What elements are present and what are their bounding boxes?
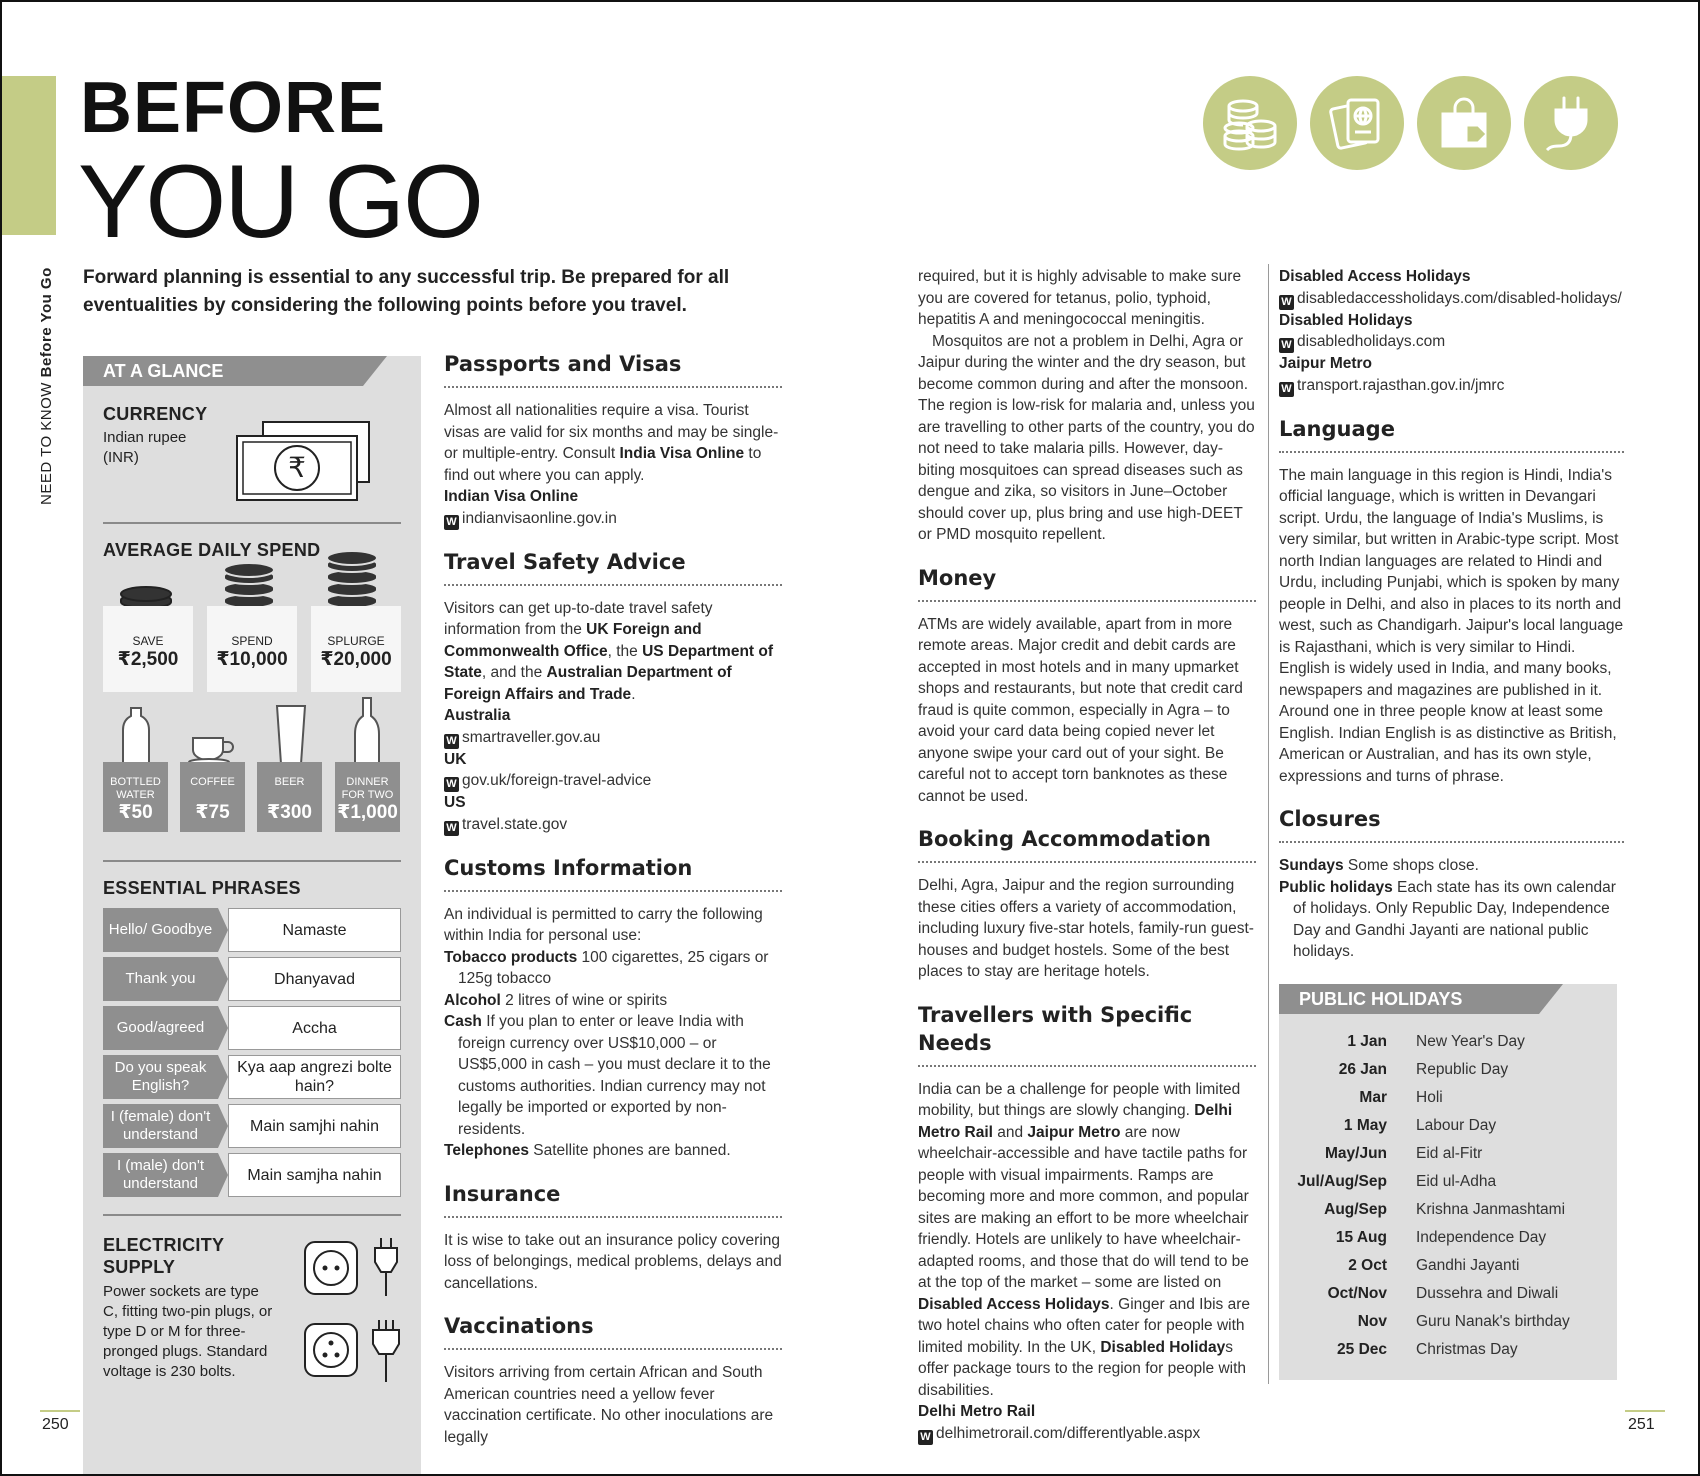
page-title-line2: YOU GO xyxy=(78,144,483,260)
money-heading: Money xyxy=(918,564,1256,602)
needs-links-continued xyxy=(1279,266,1624,397)
passports-heading: Passports and Visas xyxy=(444,350,782,388)
customs-item-value: If you plan to enter or leave India with foreign currency over US$10,000 – or US$5,000 in cash – you must declare it to the customs authorities. Indian currency may not legally be imported or exported by non-residents. xyxy=(458,1013,771,1138)
header-icons xyxy=(1203,76,1618,170)
page-number-rule-right xyxy=(1625,1410,1665,1412)
banknote-icon xyxy=(233,420,373,504)
visa-org: Indian Visa Online xyxy=(444,488,579,505)
holiday-date: Aug/Sep xyxy=(1324,1201,1387,1218)
holiday-row xyxy=(1279,1168,1617,1196)
needs-link-org: Delhi Metro Rail xyxy=(918,1403,1036,1420)
passports-text-bold: India Visa Online xyxy=(619,445,745,462)
holiday-name: Guru Nanak's birthday xyxy=(1416,1313,1570,1330)
holiday-name: Republic Day xyxy=(1416,1061,1509,1078)
safety-link[interactable]: travel.state.gov xyxy=(462,815,568,833)
safety-section xyxy=(444,548,782,836)
holiday-row xyxy=(1279,1084,1617,1112)
holiday-name: Independence Day xyxy=(1416,1229,1547,1246)
safety-text-c: , and the xyxy=(481,664,547,681)
closures-item-value: Some shops close. xyxy=(1343,857,1479,874)
phrase-english: Do you speak English? xyxy=(103,1055,218,1099)
holiday-name: Eid ul-Adha xyxy=(1416,1173,1497,1190)
vaccinations-text-continued: required, but it is highly advisable to make sure you are covered for tetanus, polio, typhoid, hepatitis A and meningococcal meningitis. xyxy=(918,268,1242,328)
page-title-line1: BEFORE xyxy=(80,68,387,148)
phrase-english: Thank you xyxy=(103,957,218,1001)
side-tab-prefix: NEED TO KNOW xyxy=(38,382,55,505)
web-icon: W xyxy=(1279,295,1294,310)
passport-icon xyxy=(1310,76,1404,170)
column-2 xyxy=(444,350,782,1466)
currency-heading: CURRENCY xyxy=(103,404,208,424)
holiday-row xyxy=(1279,1336,1617,1364)
plug-icon xyxy=(1524,76,1618,170)
phrase-english: I (female) don't understand xyxy=(103,1104,218,1148)
holiday-name: Holi xyxy=(1416,1089,1443,1106)
phrase-hindi: Namaste xyxy=(228,908,401,952)
needs-text-e: s offer package tours to the region for people with disabilities. xyxy=(918,1338,1247,1399)
safety-text-b: , the xyxy=(607,642,643,660)
column-3 xyxy=(918,266,1256,1463)
two-pin-socket-icon xyxy=(303,1236,403,1298)
accommodation-text: Delhi, Agra, Jaipur and the region surrounding these cities offers a variety of accommodation, including luxury five-star hotels, family-run guest-houses and budget hostels. Some of the best places to stay are heritage hotels. xyxy=(918,877,1254,980)
safety-org-au: Australian Department of Foreign Affairs and Trade xyxy=(444,664,732,703)
holiday-row xyxy=(1279,1028,1617,1056)
phrase-hindi: Main samjhi nahin xyxy=(228,1104,401,1148)
safety-country: US xyxy=(444,794,466,811)
item-value: ₹1,000 xyxy=(337,802,398,823)
holiday-row xyxy=(1279,1112,1617,1140)
passports-section xyxy=(444,350,782,530)
holiday-date: 1 Jan xyxy=(1347,1033,1387,1050)
spend-tier-value: ₹2,500 xyxy=(117,649,179,670)
needs-text-c: are now wheelchair-accessible and have tactile paths for people with visual impairments. Ramps are becoming more and more common, and popular sites are making an effort to be more wheelchair friendly. Hotels are unlikely to have wheelchair-adapted rooms, and those that do will tend to be at the top of the market – some are listed on xyxy=(918,1123,1249,1291)
needs-text-a: India can be a challenge for people with limited mobility, but things are slowly changing. xyxy=(918,1080,1241,1119)
customs-intro: An individual is permitted to carry the following within India for personal use: xyxy=(444,905,763,944)
spend-tier-label: SPLURGE xyxy=(327,634,385,648)
daily-spend-heading: AVERAGE DAILY SPEND xyxy=(103,540,321,560)
holiday-name: New Year's Day xyxy=(1416,1033,1525,1050)
holiday-date: 15 Aug xyxy=(1335,1229,1387,1246)
phrase-row xyxy=(103,1055,401,1099)
divider xyxy=(103,522,401,524)
item-value: ₹300 xyxy=(267,802,312,823)
holiday-row xyxy=(1279,1224,1617,1252)
holiday-date: Jul/Aug/Sep xyxy=(1297,1173,1387,1190)
spend-tier-spend xyxy=(207,606,297,692)
language-text: The main language in this region is Hindi, India's official language, which is written in Devangari script. Urdu, the language of India's Muslims, is very similar, but written in Arabic-type script. Most north Indian languages are related to Hindi and Urdu, including Punjabi, which is spoken by many people in Delhi, and also in places to its north and west, such as Chandigarh. Jaipur's local language is Rajasthani, which is very similar to Hindi. English is widely used in India, and many books, newspapers and magazines are published in it. Around one in three people know at least some English. Indian English is as distinctive as British, American or Australian, and has its own style, expressions and turns of phrase. xyxy=(1279,466,1624,785)
spend-tier-label: SAVE xyxy=(132,634,164,648)
mosquito-text: Mosquitos are not a problem in Delhi, Agra or Jaipur during the winter and the dry season, but become common during and after the monsoon. The region is low-risk for malaria and, unless you are travelling to other parts of the country, you do not need to take malaria pills. However, day-biting mosquitoes can spread diseases such as dengue and zika, so visitors in June–October should cover up, plus bring and use high-DEET or PMD mosquito repellent. xyxy=(918,332,1255,543)
item-coffee xyxy=(180,762,245,832)
safety-text-a: Visitors can get up-to-date travel safety information from the xyxy=(444,599,713,638)
needs-section xyxy=(918,1001,1256,1445)
customs-item xyxy=(444,1011,782,1140)
currency-code: (INR) xyxy=(103,449,139,466)
closures-item-value: Each state has its own calendar of holidays. Only Republic Day, Independence Day and Gandhi Jayanti are national public holidays. xyxy=(1293,878,1616,960)
customs-item-key: Alcohol xyxy=(444,991,501,1009)
needs-org-delhi-metro: Delhi Metro Rail xyxy=(918,1102,1233,1141)
holiday-date: Mar xyxy=(1359,1089,1387,1106)
shopping-bag-icon xyxy=(1417,76,1511,170)
language-heading: Language xyxy=(1279,415,1624,453)
spend-tier-label: SPEND xyxy=(231,634,273,648)
needs-text xyxy=(918,1079,1256,1402)
safety-heading: Travel Safety Advice xyxy=(444,548,782,586)
needs-link[interactable]: disabledholidays.com xyxy=(1297,333,1446,350)
item-value: ₹75 xyxy=(195,802,230,823)
safety-country: Australia xyxy=(444,707,511,724)
needs-org-disabled-holidays: Disabled Holiday xyxy=(1100,1338,1226,1356)
passports-text xyxy=(444,400,782,486)
web-icon: W xyxy=(1279,338,1294,353)
holiday-date: Oct/Nov xyxy=(1327,1285,1387,1302)
needs-link[interactable]: disabledaccessholidays.com/disabled-holidays/ xyxy=(1297,289,1622,307)
accommodation-heading: Booking Accommodation xyxy=(918,825,1256,863)
at-a-glance-header: AT A GLANCE xyxy=(83,356,363,386)
spend-tier-splurge xyxy=(311,606,401,692)
holiday-date: Nov xyxy=(1357,1313,1387,1330)
needs-heading: Travellers with Specific Needs xyxy=(918,1001,1256,1067)
side-tab-section: Before You Go xyxy=(38,267,55,378)
needs-link[interactable]: delhimetrorail.com/differentlyable.aspx xyxy=(936,1424,1201,1442)
holiday-row xyxy=(1279,1252,1617,1280)
vaccinations-text: Visitors arriving from certain African and South American countries need a yellow fever vaccination certificate. No other inoculations are legally xyxy=(444,1364,774,1446)
money-section xyxy=(918,564,1256,808)
item-label: COFFEE xyxy=(190,776,235,788)
needs-text-b: and xyxy=(992,1123,1028,1141)
vaccinations-continued xyxy=(918,266,1256,546)
customs-item xyxy=(444,1140,782,1162)
customs-item xyxy=(444,990,782,1012)
needs-link-org: Disabled Access Holidays xyxy=(1279,268,1471,285)
phrase-row xyxy=(103,1104,401,1148)
item-label: BEER xyxy=(274,776,305,788)
holiday-name: Gandhi Jayanti xyxy=(1416,1257,1520,1274)
item-value: ₹50 xyxy=(118,802,153,823)
phrases-heading: ESSENTIAL PHRASES xyxy=(103,878,301,898)
spend-tier-value: ₹10,000 xyxy=(216,649,288,670)
vaccinations-section xyxy=(444,1312,782,1448)
customs-section xyxy=(444,854,782,1162)
public-holidays-panel xyxy=(1279,984,1617,1380)
closures-item-key: Public holidays xyxy=(1279,878,1393,896)
currency-name: Indian rupee xyxy=(103,429,187,446)
customs-item-value: Satellite phones are banned. xyxy=(528,1142,731,1159)
phrase-hindi: Dhanyavad xyxy=(228,957,401,1001)
phrase-row xyxy=(103,1006,401,1050)
item-beer xyxy=(257,762,322,832)
holiday-name: Krishna Janmashtami xyxy=(1416,1201,1566,1218)
safety-text-d: . xyxy=(631,685,636,703)
page-number-rule-left xyxy=(40,1410,80,1412)
holiday-date: 25 Dec xyxy=(1337,1341,1387,1358)
web-icon: W xyxy=(1279,382,1294,397)
electricity-text: Power sockets are type C, fitting two-pin plugs, or type D or M for three-pronged plugs. Standard voltage is 230 bolts. xyxy=(103,1283,273,1380)
holiday-name: Labour Day xyxy=(1416,1117,1497,1134)
item-bottled-water xyxy=(103,762,168,832)
safety-link[interactable]: gov.uk/foreign-travel-advice xyxy=(462,772,652,789)
insurance-text: It is wise to take out an insurance policy covering loss of belongings, medical problems, delays and cancellations. xyxy=(444,1231,782,1292)
customs-item-value: 100 cigarettes, 25 cigars or 125g tobacco xyxy=(458,948,769,987)
closures-item xyxy=(1279,877,1624,963)
customs-item-key: Cash xyxy=(444,1013,482,1030)
page-number-right: 251 xyxy=(1628,1416,1655,1433)
customs-item-key: Telephones xyxy=(444,1142,529,1159)
closures-item xyxy=(1279,855,1624,877)
item-label: BOTTLED WATER xyxy=(110,776,161,801)
customs-item xyxy=(444,947,782,990)
page-number-left: 250 xyxy=(42,1416,69,1433)
phrase-english: Good/agreed xyxy=(103,1006,218,1050)
safety-text xyxy=(444,598,782,706)
holiday-date: 1 May xyxy=(1343,1117,1387,1134)
item-label: DINNER FOR TWO xyxy=(341,776,394,801)
wine-bottle-icon xyxy=(353,696,381,766)
column-divider xyxy=(1268,264,1269,1384)
holiday-row xyxy=(1279,1196,1617,1224)
visa-link[interactable]: indianvisaonline.gov.in xyxy=(462,509,617,527)
divider xyxy=(103,1214,401,1216)
needs-link-org: Disabled Holidays xyxy=(1279,311,1413,329)
needs-link-org: Jaipur Metro xyxy=(1279,355,1373,372)
intro-text: Forward planning is essential to any successful trip. Be prepared for all eventualities by considering the following points before you travel. xyxy=(83,267,730,316)
passports-text-a: Almost all nationalities require a visa. Tourist visas are valid for six months and may be single- or multiple-entry. Consult xyxy=(444,402,779,462)
holiday-date: 2 Oct xyxy=(1348,1257,1387,1274)
water-bottle-icon xyxy=(121,706,151,766)
customs-heading: Customs Information xyxy=(444,854,782,892)
phrase-hindi: Main samjha nahin xyxy=(228,1153,401,1197)
section-color-bar xyxy=(2,76,56,235)
web-icon: W xyxy=(444,515,459,530)
three-pin-socket-icon xyxy=(303,1318,403,1386)
phrase-row xyxy=(103,957,401,1001)
safety-link[interactable]: smartraveller.gov.au xyxy=(462,728,601,746)
closures-item-key: Sundays xyxy=(1279,857,1344,874)
holiday-row xyxy=(1279,1308,1617,1336)
spend-tier-save xyxy=(103,606,193,692)
item-dinner-for-two xyxy=(335,762,400,832)
needs-text-d: . Ginger and Ibis are two hotel chains who often cater for people with limited mobility. In the UK, xyxy=(918,1295,1250,1356)
spend-tier-value: ₹20,000 xyxy=(320,649,392,670)
insurance-heading: Insurance xyxy=(444,1180,782,1218)
holiday-row xyxy=(1279,1056,1617,1084)
divider xyxy=(103,860,401,862)
holiday-name: Dussehra and Diwali xyxy=(1416,1285,1559,1302)
passports-text-b: to find out where you can apply. xyxy=(444,445,762,484)
safety-org-us: US Department of State xyxy=(444,642,774,681)
insurance-section xyxy=(444,1180,782,1295)
phrase-row xyxy=(103,1153,401,1197)
holiday-row xyxy=(1279,1280,1617,1308)
public-holidays-header: PUBLIC HOLIDAYS xyxy=(1279,984,1539,1014)
needs-org-jaipur-metro: Jaipur Metro xyxy=(1027,1123,1121,1141)
safety-country: UK xyxy=(444,750,467,768)
customs-item-value: 2 litres of wine or spirits xyxy=(500,991,668,1009)
at-a-glance-panel xyxy=(83,356,421,1474)
holiday-date: May/Jun xyxy=(1324,1145,1387,1162)
vaccinations-heading: Vaccinations xyxy=(444,1312,782,1350)
accommodation-section xyxy=(918,825,1256,983)
coins-icon xyxy=(1203,76,1297,170)
needs-org-disabled-access: Disabled Access Holidays xyxy=(918,1295,1110,1313)
closures-section xyxy=(1279,805,1624,963)
web-icon: W xyxy=(918,1430,933,1445)
needs-link[interactable]: transport.rajasthan.gov.in/jmrc xyxy=(1297,376,1505,394)
phrase-english: I (male) don't understand xyxy=(103,1153,218,1197)
phrase-english: Hello/ Goodbye xyxy=(103,908,218,952)
web-icon: W xyxy=(444,777,459,792)
beer-glass-icon xyxy=(274,704,308,766)
web-icon: W xyxy=(444,734,459,749)
column-4 xyxy=(1279,266,1624,981)
side-section-tab xyxy=(38,267,55,505)
phrase-hindi: Accha xyxy=(228,1006,401,1050)
language-section xyxy=(1279,415,1624,788)
money-text: ATMs are widely available, apart from in more remote areas. Major credit and debit cards are accepted in most hotels and in many upmarket shops and restaurants, but note that credit card fraud is quite common, especially in Agra – to avoid your card data being copied never let anyone swipe your card out of your sight. Be careful not to accept torn banknotes as these cannot be used. xyxy=(918,615,1243,805)
phrase-hindi: Kya aap angrezi bolte hain? xyxy=(228,1055,401,1099)
holiday-date: 26 Jan xyxy=(1338,1061,1387,1078)
holiday-name: Eid al-Fitr xyxy=(1416,1145,1483,1162)
rupee-symbol: ₹ xyxy=(288,451,306,484)
web-icon: W xyxy=(444,821,459,836)
holiday-row xyxy=(1279,1140,1617,1168)
holiday-name: Christmas Day xyxy=(1416,1341,1518,1358)
electricity-heading: ELECTRICITY SUPPLY xyxy=(103,1235,224,1277)
safety-org-uk: UK Foreign and Commonwealth Office xyxy=(444,621,702,660)
phrase-row xyxy=(103,908,401,952)
closures-heading: Closures xyxy=(1279,805,1624,843)
customs-item-key: Tobacco products xyxy=(444,948,578,966)
